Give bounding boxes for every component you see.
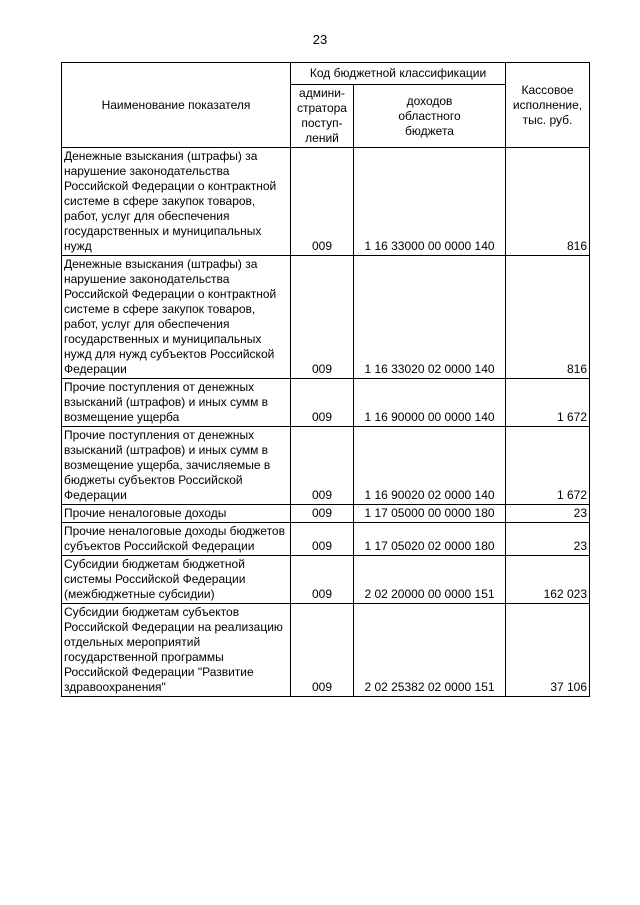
row-name: Денежные взыскания (штрафы) за нарушение законодательства Российской Федерации о контрактной системе в сфере закупок товаров, работ, услуг для обеспечения государственных и муниципальных нужд для нужд субъектов Российской Федерации	[62, 256, 291, 379]
table-row	[62, 379, 590, 427]
row-amount: 37 106	[506, 604, 590, 697]
row-admin-code: 009	[291, 505, 354, 523]
row-amount: 23	[506, 505, 590, 523]
table-row	[62, 556, 590, 604]
header-code-group: Код бюджетной классификации	[291, 63, 506, 85]
row-amount: 816	[506, 148, 590, 256]
row-name: Прочие неналоговые доходы	[62, 505, 291, 523]
row-income-code: 1 16 33020 02 0000 140	[354, 256, 506, 379]
row-income-code: 1 17 05000 00 0000 180	[354, 505, 506, 523]
table-row	[62, 427, 590, 505]
row-name: Прочие поступления от денежных взысканий (штрафов) и иных сумм в возмещение ущерба, зачисляемые в бюджеты субъектов Российской Федерации	[62, 427, 291, 505]
header-income: доходов областного бюджета	[354, 85, 506, 148]
row-amount: 1 672	[506, 427, 590, 505]
row-amount: 162 023	[506, 556, 590, 604]
header-name: Наименование показателя	[62, 63, 291, 148]
row-admin-code: 009	[291, 379, 354, 427]
page-number: 23	[312, 32, 328, 47]
row-admin-code: 009	[291, 604, 354, 697]
row-amount: 1 672	[506, 379, 590, 427]
row-amount: 23	[506, 523, 590, 556]
row-amount: 816	[506, 256, 590, 379]
row-income-code: 1 16 90020 02 0000 140	[354, 427, 506, 505]
header-amount: Кассовое исполнение, тыс. руб.	[506, 63, 590, 148]
row-admin-code: 009	[291, 556, 354, 604]
row-income-code: 1 16 90000 00 0000 140	[354, 379, 506, 427]
budget-table	[61, 62, 590, 697]
row-income-code: 2 02 20000 00 0000 151	[354, 556, 506, 604]
row-name: Субсидии бюджетам бюджетной системы Российской Федерации (межбюджетные субсидии)	[62, 556, 291, 604]
row-income-code: 1 17 05020 02 0000 180	[354, 523, 506, 556]
row-name: Прочие поступления от денежных взысканий (штрафов) и иных сумм в возмещение ущерба	[62, 379, 291, 427]
header-admin: админи- стратора поступ- лений	[291, 85, 354, 148]
table-row	[62, 604, 590, 697]
row-name: Денежные взыскания (штрафы) за нарушение законодательства Российской Федерации о контрактной системе в сфере закупок товаров, работ, услуг для обеспечения государственных и муниципальных нужд	[62, 148, 291, 256]
table-header	[62, 63, 590, 148]
row-admin-code: 009	[291, 256, 354, 379]
row-admin-code: 009	[291, 148, 354, 256]
row-name: Прочие неналоговые доходы бюджетов субъектов Российской Федерации	[62, 523, 291, 556]
table-row	[62, 523, 590, 556]
row-admin-code: 009	[291, 523, 354, 556]
table-body	[62, 148, 590, 697]
table-row	[62, 256, 590, 379]
table-row	[62, 148, 590, 256]
row-name: Субсидии бюджетам субъектов Российской Федерации на реализацию отдельных мероприятий государственной программы Российской Федерации "Развитие здравоохранения"	[62, 604, 291, 697]
table-row	[62, 505, 590, 523]
row-income-code: 2 02 25382 02 0000 151	[354, 604, 506, 697]
row-admin-code: 009	[291, 427, 354, 505]
row-income-code: 1 16 33000 00 0000 140	[354, 148, 506, 256]
